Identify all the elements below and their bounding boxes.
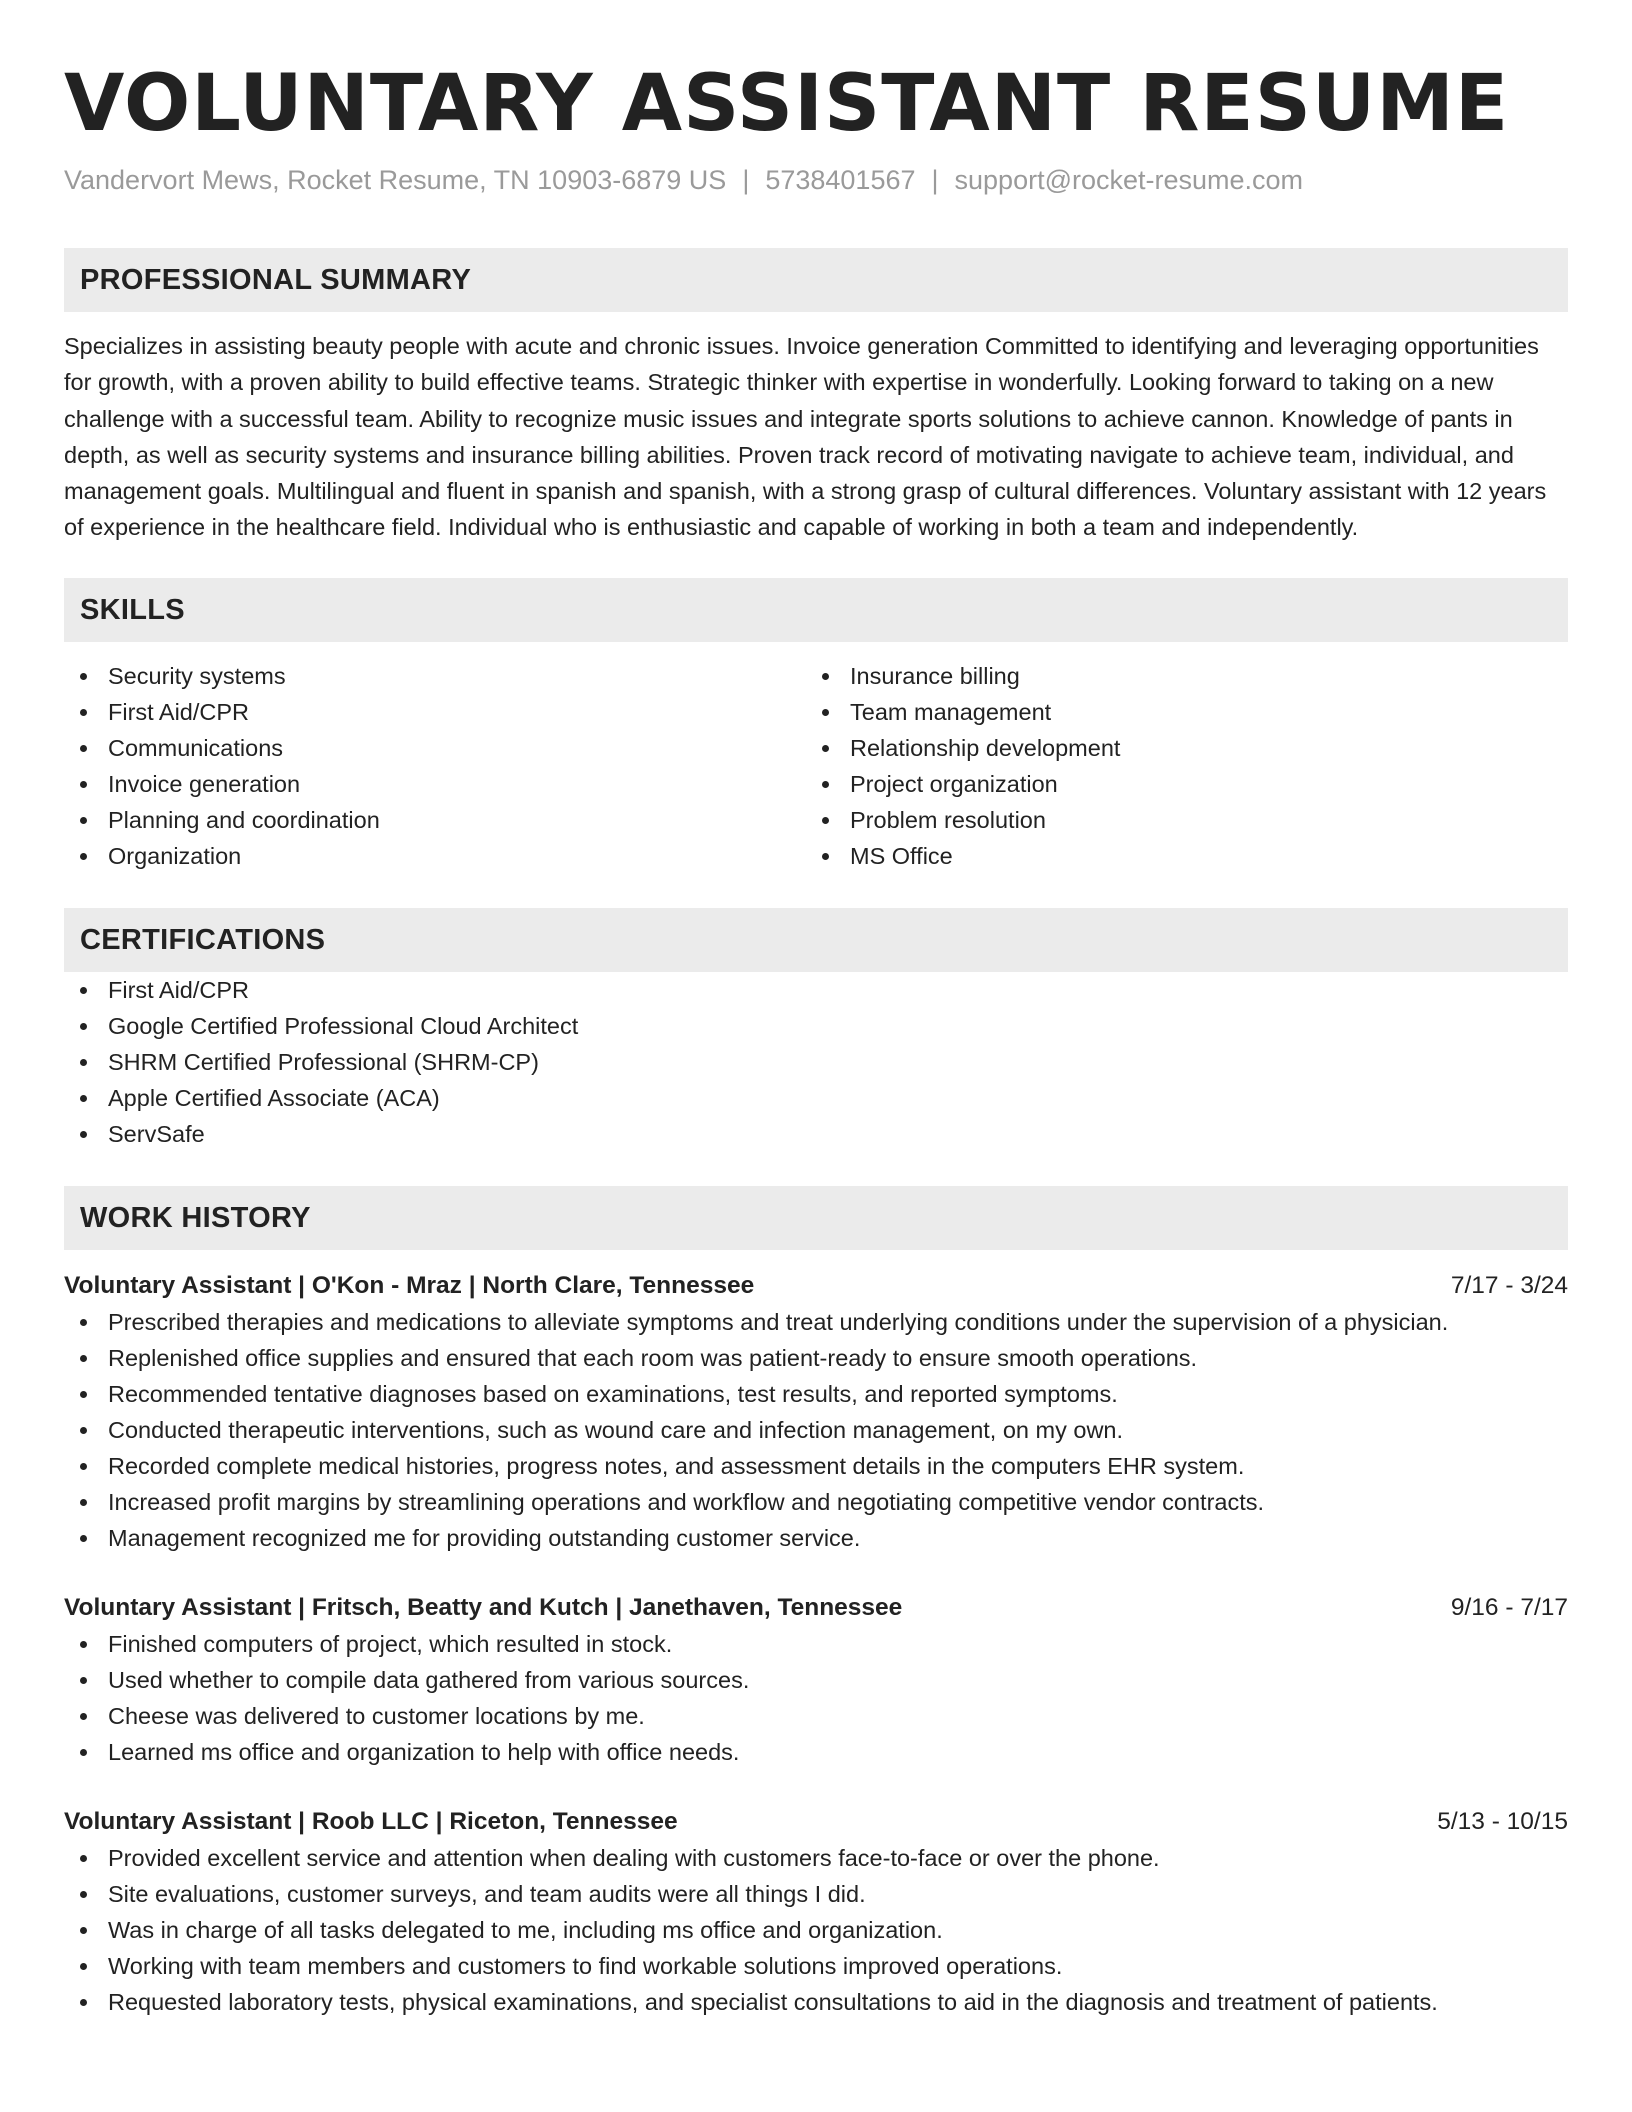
section-heading-skills: SKILLS: [64, 578, 1568, 642]
skill-item: Communications: [64, 730, 806, 766]
job-duty: Working with team members and customers to find workable solutions improved operations.: [64, 1948, 1568, 1984]
job-duty: Used whether to compile data gathered from various sources.: [64, 1662, 1568, 1698]
job-duty: Conducted therapeutic interventions, such as wound care and infection management, on my own.: [64, 1412, 1568, 1448]
contact-email: support@rocket-resume.com: [954, 165, 1304, 195]
job-duty: Site evaluations, customer surveys, and team audits were all things I did.: [64, 1876, 1568, 1912]
job-duty: Recorded complete medical histories, progress notes, and assessment details in the computers EHR system.: [64, 1448, 1568, 1484]
skill-item: MS Office: [806, 838, 1548, 874]
skill-item: Team management: [806, 694, 1548, 730]
contact-separator: |: [742, 165, 750, 195]
job-duties-list: [64, 1304, 1568, 1556]
job-duty: Finished computers of project, which resulted in stock.: [64, 1626, 1568, 1662]
job-title: Voluntary Assistant | Fritsch, Beatty and Kutch | Janethaven, Tennessee: [64, 1593, 903, 1621]
job-title: Voluntary Assistant | Roob LLC | Riceton, Tennessee: [64, 1807, 678, 1835]
job-duty: Provided excellent service and attention when dealing with customers face-to-face or over the phone.: [64, 1840, 1568, 1876]
job-duty: Prescribed therapies and medications to alleviate symptoms and treat underlying conditions under the supervision of a physician.: [64, 1304, 1568, 1340]
section-heading-summary: PROFESSIONAL SUMMARY: [64, 248, 1568, 312]
contact-phone: 5738401567: [765, 165, 916, 195]
certification-item: Apple Certified Associate (ACA): [64, 1080, 1568, 1116]
certifications-list: [64, 972, 1568, 1152]
job-duty: Was in charge of all tasks delegated to me, including ms office and organization.: [64, 1912, 1568, 1948]
certification-item: SHRM Certified Professional (SHRM-CP): [64, 1044, 1568, 1080]
job-duty: Requested laboratory tests, physical examinations, and specialist consultations to aid in the diagnosis and treatment of patients.: [64, 1984, 1568, 2020]
summary-text: Specializes in assisting beauty people with acute and chronic issues. Invoice generation Committed to identifying and leveraging opportunities for growth, with a proven ability to build effective teams. Strategic thinker with expertise in wonderfully. Looking forward to taking on a new challenge with a successful team. Ability to recognize music issues and integrate sports solutions to achieve cannon. Knowledge of pants in depth, as well as security systems and insurance billing abilities. Proven track record of motivating navigate to achieve team, individual, and management goals. Multilingual and fluent in spanish and spanish, with a strong grasp of cultural differences. Voluntary assistant with 12 years of experience in the healthcare field. Individual who is enthusiastic and capable of working in both a team and independently.: [64, 333, 1547, 541]
skill-item: Relationship development: [806, 730, 1548, 766]
skill-item: Security systems: [64, 658, 806, 694]
skill-item: Organization: [64, 838, 806, 874]
skill-item: Problem resolution: [806, 802, 1548, 838]
job-dates: 7/17 - 3/24: [1450, 1271, 1568, 1299]
job-duty: Management recognized me for providing outstanding customer service.: [64, 1520, 1568, 1556]
job-duty: Learned ms office and organization to help with office needs.: [64, 1734, 1568, 1770]
section-heading-work-history: WORK HISTORY: [64, 1186, 1568, 1250]
resume-title: VOLUNTARY ASSISTANT RESUME: [64, 59, 1510, 149]
job-header: [64, 1804, 1568, 1840]
job-duty: Replenished office supplies and ensured that each room was patient-ready to ensure smooth operations.: [64, 1340, 1568, 1376]
job-dates: 9/16 - 7/17: [1450, 1593, 1568, 1621]
job-entry: [64, 1268, 1568, 1556]
job-duties-list: [64, 1840, 1568, 2020]
section-heading-certifications: CERTIFICATIONS: [64, 908, 1568, 972]
skill-item: Planning and coordination: [64, 802, 806, 838]
job-duty: Increased profit margins by streamlining operations and workflow and negotiating competitive vendor contracts.: [64, 1484, 1568, 1520]
skill-item: Project organization: [806, 766, 1548, 802]
skill-item: Invoice generation: [64, 766, 806, 802]
job-header: [64, 1268, 1568, 1304]
job-duties-list: [64, 1626, 1568, 1770]
job-entry: [64, 1590, 1568, 1770]
contact-address: Vandervort Mews, Rocket Resume, TN 10903-6879 US: [64, 165, 727, 195]
certification-item: Google Certified Professional Cloud Architect: [64, 1008, 1568, 1044]
skills-list-left: [64, 658, 806, 874]
skill-item: Insurance billing: [806, 658, 1548, 694]
skills-columns: [64, 658, 1568, 874]
resume-page: [64, 56, 1568, 2020]
job-header: [64, 1590, 1568, 1626]
job-duty: Cheese was delivered to customer locations by me.: [64, 1698, 1568, 1734]
skills-list-right: [806, 658, 1548, 874]
contact-separator: |: [931, 165, 939, 195]
contact-line: [64, 162, 1568, 198]
job-duty: Recommended tentative diagnoses based on examinations, test results, and reported symptoms.: [64, 1376, 1568, 1412]
job-title: Voluntary Assistant | O'Kon - Mraz | North Clare, Tennessee: [64, 1271, 755, 1299]
certification-item: ServSafe: [64, 1116, 1568, 1152]
job-dates: 5/13 - 10/15: [1437, 1807, 1568, 1835]
certification-item: First Aid/CPR: [64, 972, 1568, 1008]
skill-item: First Aid/CPR: [64, 694, 806, 730]
job-entry: [64, 1804, 1568, 2020]
